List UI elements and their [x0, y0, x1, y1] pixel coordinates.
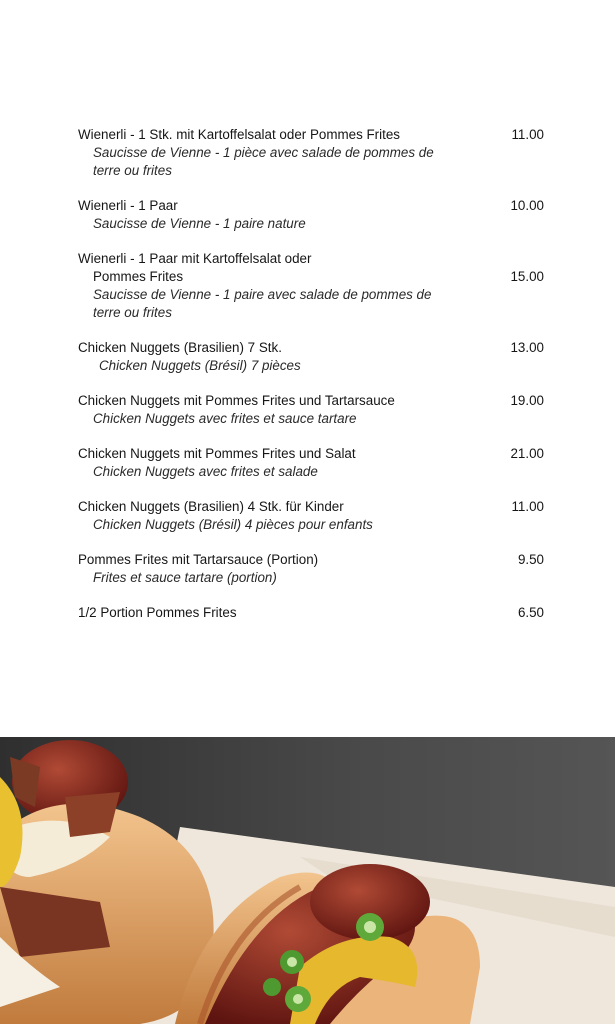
item-name: [78, 250, 544, 286]
item-price: 11.00: [511, 127, 544, 142]
menu-item: [78, 551, 544, 587]
item-translation: Frites et sauce tartare (portion): [93, 570, 277, 585]
item-name-line1: Wienerli - 1 Paar mit Kartoffelsalat oder: [78, 251, 312, 266]
item-name: Wienerli - 1 Paar: [78, 198, 178, 213]
menu-item: [78, 126, 544, 180]
item-translation: Chicken Nuggets avec frites et salade: [93, 464, 318, 479]
menu-list: [78, 126, 544, 639]
item-name: Chicken Nuggets mit Pommes Frites und Tartarsauce: [78, 393, 395, 408]
item-name: Chicken Nuggets (Brasilien) 4 Stk. für Kinder: [78, 499, 344, 514]
item-translation: Chicken Nuggets avec frites et sauce tartare: [93, 411, 357, 426]
item-price: 21.00: [510, 446, 544, 461]
item-translation: Saucisse de Vienne - 1 paire nature: [93, 216, 306, 231]
item-price: 11.00: [511, 499, 544, 514]
item-price: 10.00: [510, 198, 544, 213]
item-name: Chicken Nuggets mit Pommes Frites und Salat: [78, 446, 356, 461]
item-name: Chicken Nuggets (Brasilien) 7 Stk.: [78, 340, 282, 355]
menu-item: [78, 339, 544, 375]
item-name: 1/2 Portion Pommes Frites: [78, 605, 237, 620]
item-translation: Saucisse de Vienne - 1 pièce avec salade de pommes de terre ou frites: [93, 145, 434, 178]
item-price: 19.00: [510, 393, 544, 408]
item-translation: Chicken Nuggets (Brésil) 7 pièces: [99, 358, 301, 373]
hot-dog-illustration: [0, 737, 615, 1024]
menu-item: [78, 498, 544, 534]
item-price: 15.00: [510, 269, 544, 284]
hot-dog-photo: [0, 737, 615, 1024]
item-name-line2: Pommes Frites: [93, 269, 184, 284]
item-name: Wienerli - 1 Stk. mit Kartoffelsalat oder Pommes Frites: [78, 127, 400, 142]
item-translation: Saucisse de Vienne - 1 paire avec salade de pommes de terre ou frites: [93, 287, 432, 320]
menu-item: [78, 250, 544, 322]
menu-item: [78, 392, 544, 428]
menu-item: [78, 197, 544, 233]
item-price: 13.00: [510, 340, 544, 355]
menu-item: [78, 445, 544, 481]
item-name: Pommes Frites mit Tartarsauce (Portion): [78, 552, 319, 567]
menu-item: [78, 604, 544, 622]
item-price: 9.50: [517, 552, 544, 567]
item-price: 6.50: [517, 605, 544, 620]
item-translation: Chicken Nuggets (Brésil) 4 pièces pour enfants: [93, 517, 373, 532]
